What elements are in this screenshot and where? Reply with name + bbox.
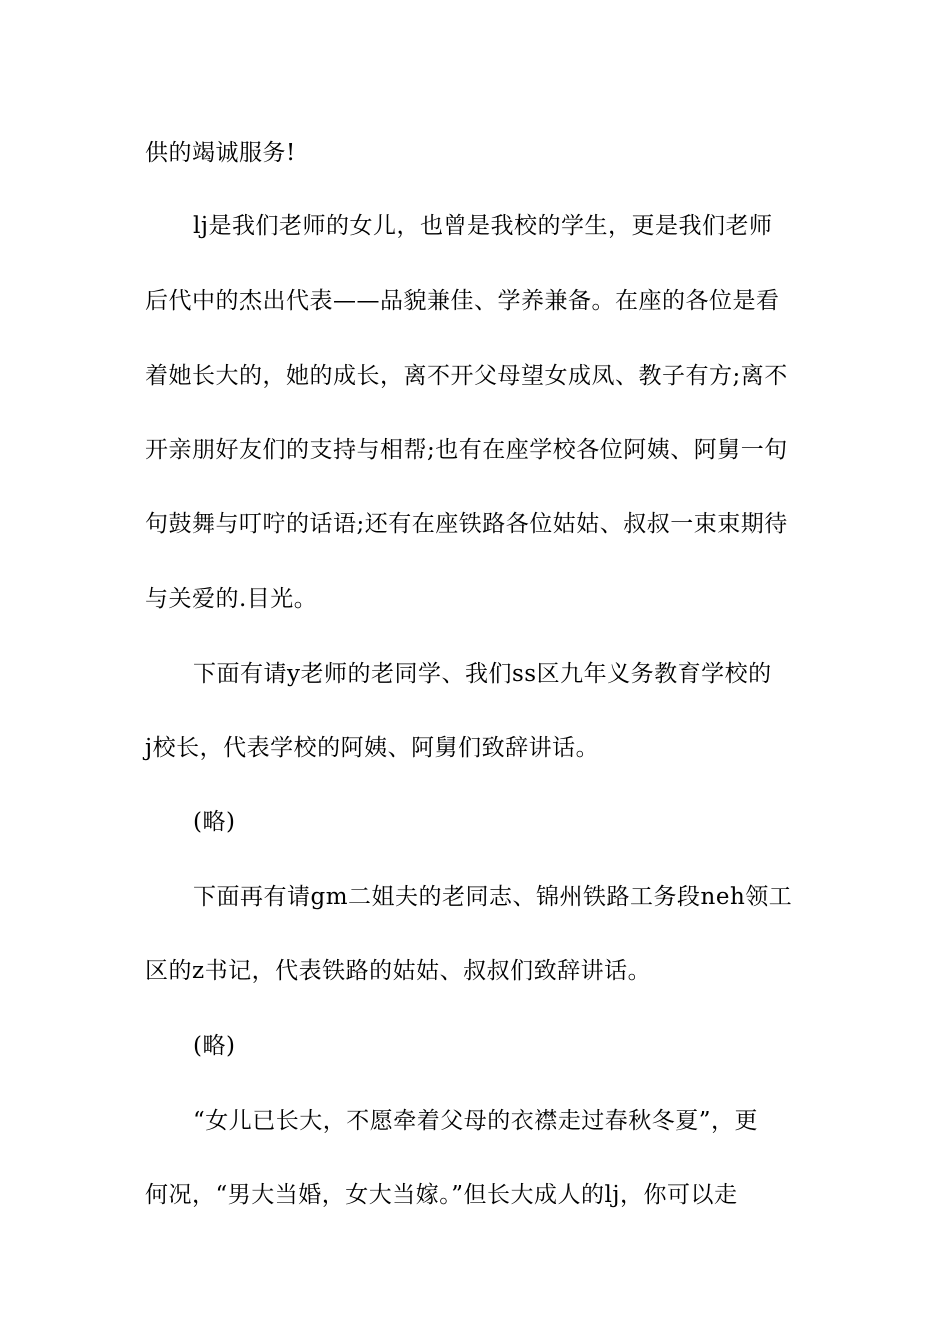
text-line-4: 着她长大的，她的成长，离不开父母望女成凤、教子有方;离不 bbox=[145, 363, 788, 389]
text-line-7: 与关爱的.目光。 bbox=[145, 586, 318, 612]
text-line-1: 供的竭诚服务! bbox=[145, 140, 296, 166]
text-line-12: 区的z书记，代表铁路的姑姑、叔叔们致辞讲话。 bbox=[145, 958, 652, 984]
paragraph-start-line: 下面再有请gm二姐夫的老同志、锦州铁路工务段neh领工 bbox=[193, 884, 793, 910]
text-line-15: 何况，“男大当婚，女大当嫁。”但长大成人的lj，你可以走 bbox=[145, 1182, 738, 1208]
text-line-5: 开亲朋好友们的支持与相帮;也有在座学校各位阿姨、阿舅一句 bbox=[145, 437, 788, 463]
text-line-9: j校长，代表学校的阿姨、阿舅们致辞讲话。 bbox=[145, 735, 600, 761]
paragraph-start-line: lj是我们老师的女儿，也曾是我校的学生，更是我们老师 bbox=[193, 213, 773, 239]
paragraph-start-line: 下面有请y老师的老同学、我们ss区九年义务教育学校的 bbox=[193, 661, 772, 687]
omitted-note: (略) bbox=[193, 809, 236, 835]
text-line-3: 后代中的杰出代表——品貌兼佳、学养兼备。在座的各位是看 bbox=[145, 288, 780, 314]
omitted-note: (略) bbox=[193, 1033, 236, 1059]
paragraph-start-line: “女儿已长大，不愿牵着父母的衣襟走过春秋冬夏”，更 bbox=[193, 1108, 759, 1134]
text-line-6: 句鼓舞与叮咛的话语;还有在座铁路各位姑姑、叔叔一束束期待 bbox=[145, 511, 788, 537]
